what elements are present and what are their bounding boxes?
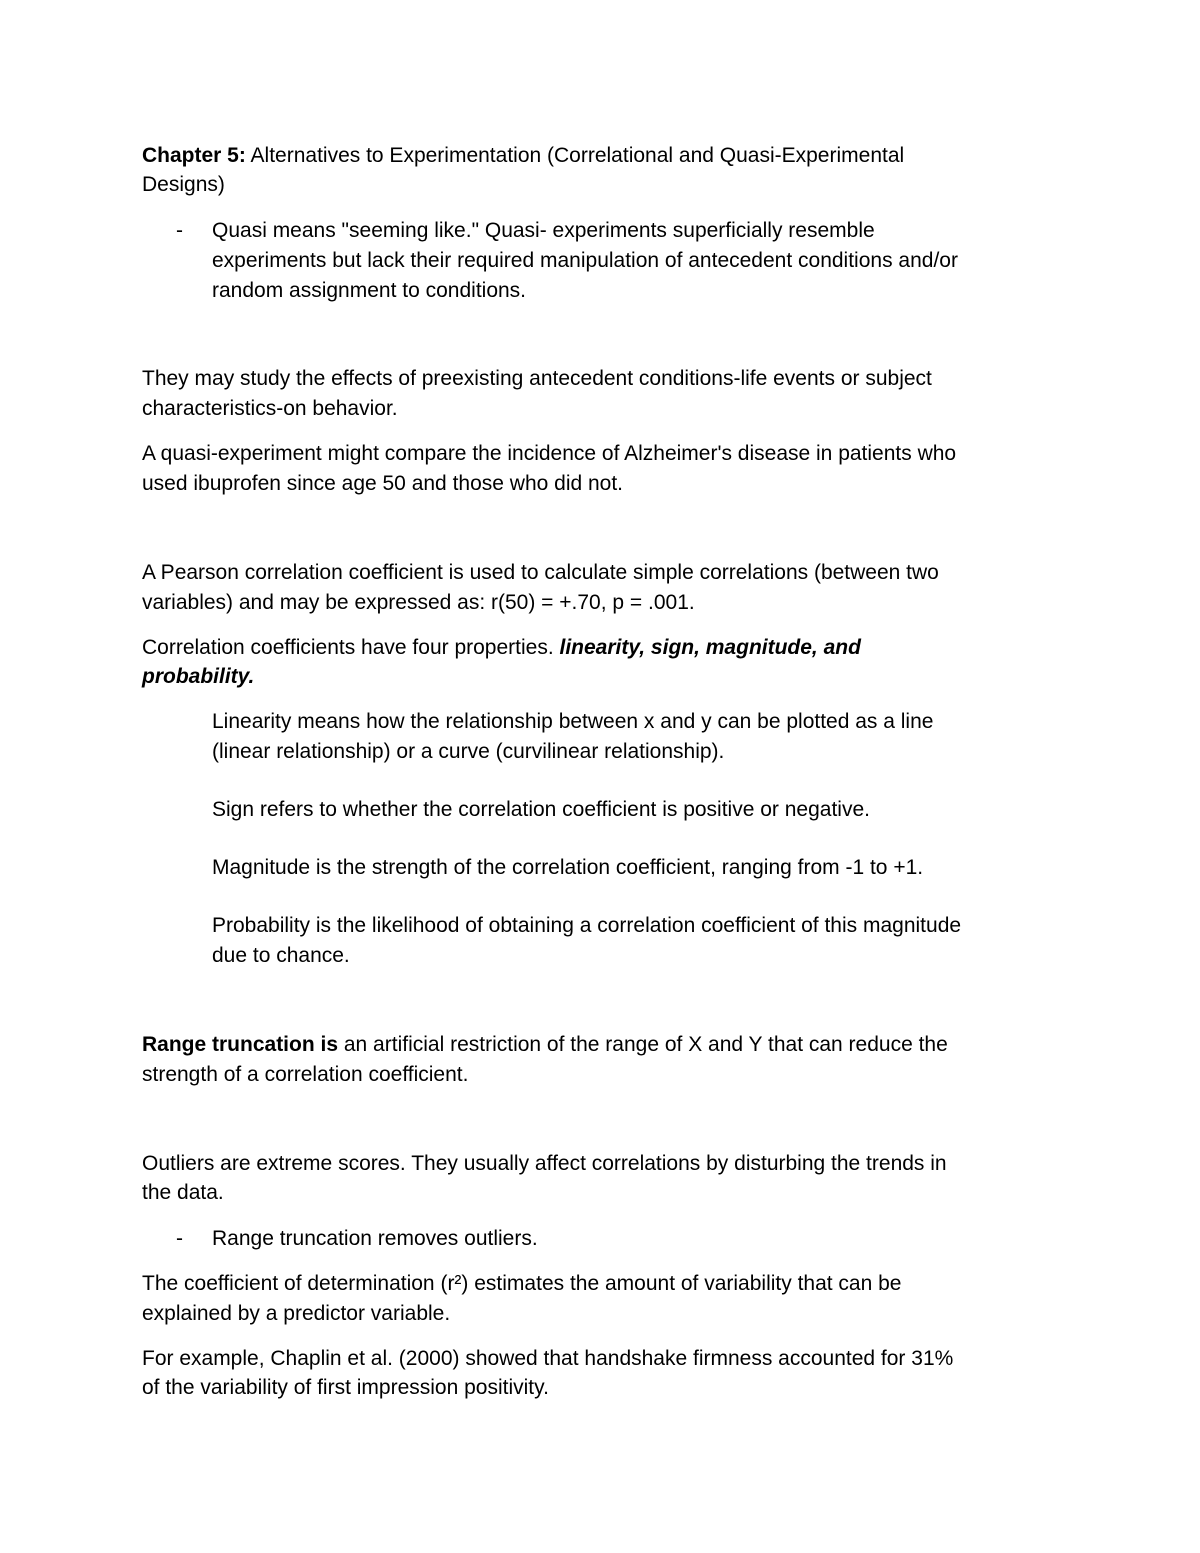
range-definition: an artificial restriction of the range of X and Y that can reduce the [338, 1033, 948, 1056]
sign-line: Sign refers to whether the correlation coefficient is positive or negative. [212, 798, 870, 821]
properties-line-1 [142, 633, 861, 663]
effects-line-2: characteristics-on behavior. [142, 397, 398, 420]
determination-line-1: The coefficient of determination (r²) estimates the amount of variability that can be [142, 1272, 902, 1295]
linearity-line-2: (linear relationship) or a curve (curvilinear relationship). [212, 740, 725, 763]
properties-line-2: probability. [142, 665, 255, 688]
chapter-heading [142, 141, 904, 171]
example-line-1: A quasi-experiment might compare the incidence of Alzheimer's disease in patients who [142, 442, 957, 465]
pearson-line-1: A Pearson correlation coefficient is used to calculate simple correlations (between two [142, 561, 939, 584]
example-line-2: used ibuprofen since age 50 and those who did not. [142, 472, 624, 495]
chaplin-line-2: of the variability of first impression positivity. [142, 1376, 549, 1399]
range-line-2: strength of a correlation coefficient. [142, 1063, 469, 1086]
quasi-bullet-line-2: experiments but lack their required manipulation of antecedent conditions and/or [212, 249, 958, 272]
chaplin-line-1: For example, Chaplin et al. (2000) showed that handshake firmness accounted for 31% [142, 1347, 954, 1370]
magnitude-line: Magnitude is the strength of the correlation coefficient, ranging from -1 to +1. [212, 856, 924, 879]
determination-line-2: explained by a predictor variable. [142, 1302, 451, 1325]
chapter-title-cont: Designs) [142, 173, 225, 196]
chapter-label: Chapter 5: [142, 144, 246, 167]
properties-list-emph: linearity, sign, magnitude, and [559, 636, 861, 659]
quasi-bullet-line-1: Quasi means "seeming like." Quasi- experiments superficially resemble [212, 219, 875, 242]
bullet-dash: - [176, 1227, 183, 1250]
pearson-line-2: variables) and may be expressed as: r(50) = +.70, p = .001. [142, 591, 695, 614]
range-line-1 [142, 1030, 948, 1060]
probability-line-2: due to chance. [212, 944, 350, 967]
chapter-title: Alternatives to Experimentation (Correlational and Quasi-Experimental [245, 144, 905, 167]
probability-line-1: Probability is the likelihood of obtaining a correlation coefficient of this magnitude [212, 914, 962, 937]
outliers-line-1: Outliers are extreme scores. They usually affect correlations by disturbing the trends in [142, 1152, 947, 1175]
outlier-bullet: Range truncation removes outliers. [212, 1227, 538, 1250]
document-page [142, 0, 1082, 1553]
range-term: Range truncation is [142, 1033, 339, 1056]
bullet-dash: - [176, 219, 183, 242]
outliers-line-2: the data. [142, 1181, 224, 1204]
properties-intro: Correlation coefficients have four properties. [142, 636, 560, 659]
linearity-line-1: Linearity means how the relationship between x and y can be plotted as a line [212, 710, 934, 733]
effects-line-1: They may study the effects of preexisting antecedent conditions-life events or subject [142, 367, 932, 390]
quasi-bullet-line-3: random assignment to conditions. [212, 279, 527, 302]
